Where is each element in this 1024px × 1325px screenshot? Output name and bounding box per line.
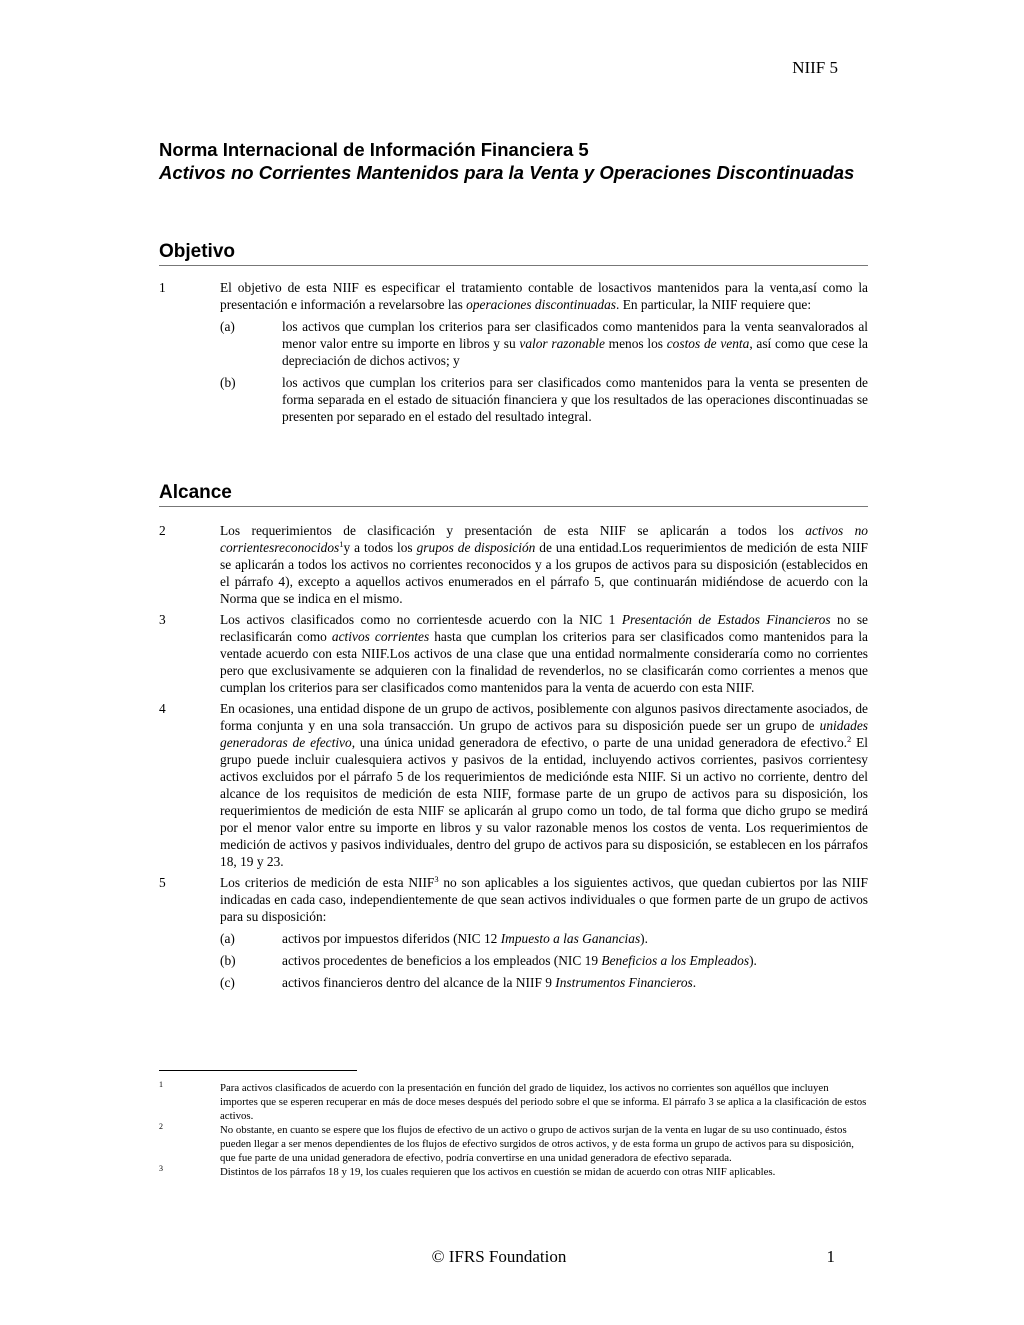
paragraph-number: 2 (159, 523, 166, 538)
footnote-ref[interactable]: 1 (339, 539, 344, 549)
paragraph-5: 5 Los criterios de medición de esta NIIF$^3$ no son aplicables a los siguientes activos, que quedan cubiertos por las NIIF indicadas en cada caso, independientemente de que sean activos individuales o que formen parte de un grupo de activos para su disposición: (a) activos por impuestos diferidos (NIC 12 Impuesto a las Ganancias). (b) activos procedentes de beneficios a los empleados (NIC 19 Beneficios a los Empleados). (c) activos financieros dentro del alcance de la NIIF 9 Instrumentos Financieros. (159, 874, 868, 990)
paragraph-1: 1 El objetivo de esta NIIF es especificar el tratamiento contable de losactivos mantenidos para la venta,así como la presentación e información a revelarsobre las operaciones discontinuadas. En particular, la NIIF requiere que: (a) los activos que cumplan los criterios para ser clasificados como mantenidos para la venta seanvalorados al menor valor entre su importe en libros y su valor razonable menos los costos de venta, así como que cese la depreciación de dichos activos; y (b) los activos que cumplan los criterios para ser clasificados como mantenidos para la venta se presenten de forma separada en el estado de situación financiera y que los resultados de las operaciones discontinuadas se presenten por separado en el estado del resultado integral. (159, 280, 868, 424)
standard-title: Norma Internacional de Información Financiera 5 (159, 139, 589, 160)
footnote-1 (159, 1081, 868, 1123)
paragraph-3: 3 Los activos clasificados como no corrientesde acuerdo con la NIC 1 Presentación de Estados Financieros no se reclasificarán como activos corrientes hasta que cumplan los criterios para ser clasificados como mantenidos para la ventade acuerdo con esta NIIF.Los activos de una clase que una entidad normalmente consideraría como no corrientes pero que exclusivamente se adquieren con la finalidad de revenderlos, no se clasificarán como corrientes a menos que cumplan los criterios para ser clasificados como mantenidos para la venta de acuerdo con esta NIIF. (159, 612, 868, 695)
paragraph-number: 4 (159, 701, 166, 716)
sub-item-c: (c) activos financieros dentro del alcance de la NIIF 9 Instrumentos Financieros. (220, 975, 697, 990)
paragraph-number: 5 (159, 875, 166, 890)
footer-page-number: 1 (826, 1247, 835, 1266)
sub-item-b: (b) los activos que cumplan los criterios para ser clasificados como mantenidos para la venta se presenten de forma separada en el estado de situación financiera y que los resultados de las operaciones discontinuadas se presenten por separado en el estado del resultado integral. (220, 375, 868, 424)
section-heading-alcance: Alcance (159, 482, 868, 507)
footnote-text: No obstante, en cuanto se espere que los flujos de efectivo de un activo o grupo de activos surjan de la venta en lugar de su uso continuado, éstos pueden llegar a ser menos dependientes de los flujos de efectivo surgidos de otros activos, y de esta forma un grupo de activos para su disposición, que fue parte de una unidad generadora de efectivo, podría convertirse en una unidad generadora de efectivo separada. (220, 1124, 854, 1164)
sub-item-label: (a) (220, 319, 235, 334)
footnote-number: 2 (159, 1122, 163, 1131)
footnote-3 (159, 1165, 868, 1179)
sub-item-a: (a) activos por impuestos diferidos (NIC 12 Impuesto a las Ganancias). (220, 931, 648, 946)
alcance-body (159, 522, 868, 995)
footnote-text: Distintos de los párrafos 18 y 19, los cuales requieren que los activos en cuestión se midan de acuerdo con otras NIIF aplicables. (220, 1166, 776, 1178)
sub-item-label: (b) (220, 953, 236, 968)
footnote-divider (159, 1070, 357, 1071)
sub-item-label: (b) (220, 375, 236, 390)
sub-item-b: (b) activos procedentes de beneficios a los empleados (NIC 19 Beneficios a los Empleados). (220, 953, 757, 968)
sub-item-a: (a) los activos que cumplan los criterios para ser clasificados como mantenidos para la venta seanvalorados al menor valor entre su importe en libros y su valor razonable menos los costos de venta, así como que cese la depreciación de dichos activos; y (220, 319, 868, 368)
paragraph-number: 3 (159, 612, 166, 627)
footnote-number: 1 (159, 1080, 163, 1089)
sub-item-label: (c) (220, 975, 235, 990)
footnote-2 (159, 1123, 868, 1165)
running-head: NIIF 5 (792, 58, 838, 77)
paragraph-2: 2 Los requerimientos de clasificación y presentación de esta NIIF se aplicarán a todos los activos no corrientesreconocidos$^1$y a todos los grupos de disposición de una entidad.Los requerimientos de medición de esta NIIF se aplicarán a todos los activos no corrientes reconocidos y a los grupos de activos para su disposición (establecidos en el párrafo 4), excepto a aquellos activos enumerados en el párrafo 5, que continuarán midiéndose de acuerdo con la Norma que se indica en el mismo. (159, 523, 868, 606)
footnotes (159, 1081, 868, 1179)
footnote-text: Para activos clasificados de acuerdo con la presentación en función del grado de liquidez, los activos no corrientes son aquéllos que incluyen importes que se esperen recuperar en más de doce meses después del periodo sobre el que se informa. El párrafo 3 se aplica a la clasificación de estos activos. (220, 1082, 867, 1122)
paragraph-4: 4 En ocasiones, una entidad dispone de un grupo de activos, posiblemente con algunos pasivos directamente asociados, de forma conjunta y en una sola transacción. Un grupo de activos para su disposición puede ser un grupo de unidades generadoras de efectivo, una única unidad generadora de efectivo, o parte de una unidad generadora de efectivo.$^2$ El grupo puede incluir cualesquiera activos y pasivos de la entidad, incluyendo activos corrientes, pasivos corrientesy activos excluidos por el párrafo 5 de los requerimientos de mediciónde esta NIIF. Si un activo no corriente, dentro del alcance de los requisitos de medición de esta NIIF, formase parte de un grupo de activos para su disposición, los requerimientos de medición de esta NIIF se aplicarán al grupo como un todo, de tal forma que dicho grupo se medirá por el menor valor entre su importe en libros y su valor razonable menos los costos de venta. Los requerimientos de medición de activos y pasivos individuales, dentro del grupo de activos para su disposición, se establecen en los párrafos 18, 19 y 23. (159, 701, 869, 869)
footer-copyright: © IFRS Foundation (431, 1247, 567, 1266)
paragraph-number: 1 (159, 280, 166, 295)
footnote-ref[interactable]: 2 (847, 734, 852, 744)
objetivo-body (159, 279, 868, 429)
footnote-number: 3 (159, 1164, 163, 1173)
footnote-ref[interactable]: 3 (434, 874, 439, 884)
standard-subtitle: Activos no Corrientes Mantenidos para la Venta y Operaciones Discontinuadas (159, 162, 855, 183)
document-title (159, 138, 869, 184)
section-heading-objetivo: Objetivo (159, 241, 868, 266)
sub-item-label: (a) (220, 931, 235, 946)
